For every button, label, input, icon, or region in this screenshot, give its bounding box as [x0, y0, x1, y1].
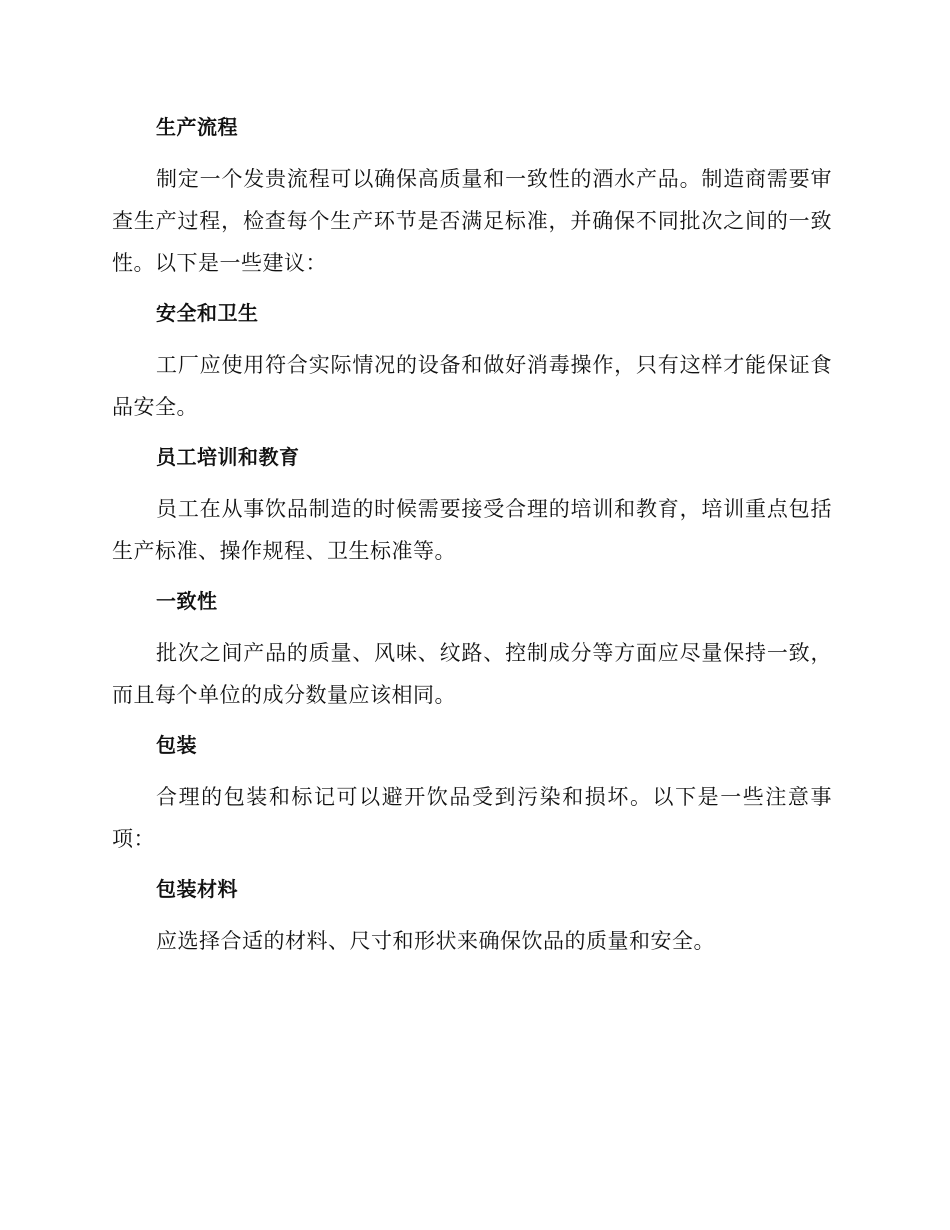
- section-staff-training: [112, 438, 832, 572]
- section-paragraph: 工厂应使用符合实际情况的设备和做好消毒操作，只有这样才能保证食品安全。: [112, 353, 832, 419]
- section-paragraph: 员工在从事饮品制造的时候需要接受合理的培训和教育，培训重点包括生产标准、操作规程、卫生标准等。: [112, 497, 832, 563]
- document-body: [112, 108, 832, 972]
- section-heading: 一致性: [156, 589, 218, 613]
- section-safety-hygiene: [112, 294, 832, 428]
- section-paragraph: 合理的包装和标记可以避开饮品受到污染和损坏。以下是一些注意事项：: [112, 785, 832, 851]
- section-paragraph: 批次之间产品的质量、风味、纹路、控制成分等方面应尽量保持一致，而且每个单位的成分数量应该相同。: [112, 641, 832, 707]
- section-packaging-materials: [112, 870, 832, 962]
- section-heading: 员工培训和教育: [156, 445, 300, 469]
- section-heading: 安全和卫生: [156, 301, 259, 325]
- section-heading: 生产流程: [156, 115, 238, 139]
- section-packaging: [112, 726, 832, 860]
- section-heading: 包装: [156, 733, 197, 757]
- section-paragraph: 应选择合适的材料、尺寸和形状来确保饮品的质量和安全。: [156, 929, 715, 953]
- section-paragraph: 制定一个发贵流程可以确保高质量和一致性的酒水产品。制造商需要审查生产过程，检查每个生产环节是否满足标准，并确保不同批次之间的一致性。以下是一些建议：: [112, 167, 832, 275]
- section-production-process: [112, 108, 832, 284]
- section-heading: 包装材料: [156, 877, 238, 901]
- section-consistency: [112, 582, 832, 716]
